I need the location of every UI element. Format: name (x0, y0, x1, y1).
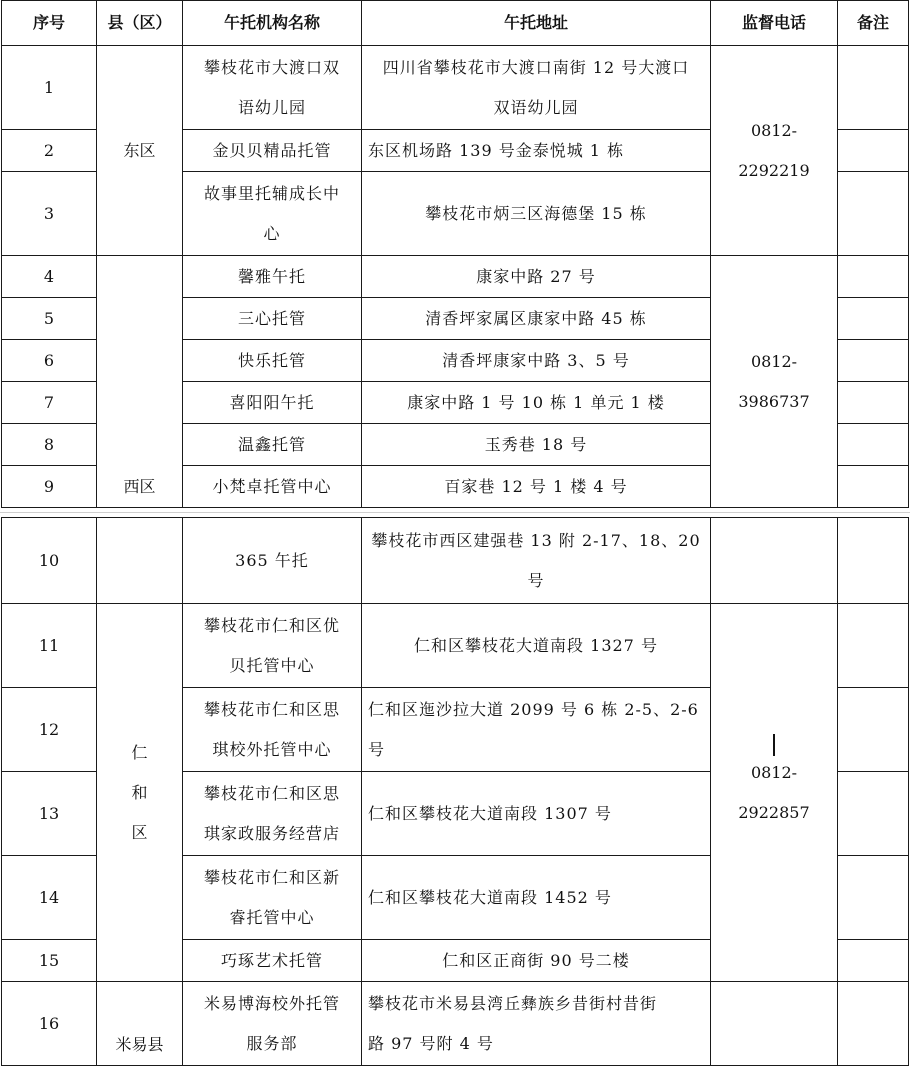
county-cell-renhe: 仁 和 区 (97, 604, 183, 982)
remark-cell (838, 940, 909, 982)
table-row (2, 604, 909, 688)
address-cell: 康家中路 27 号 (362, 256, 711, 298)
header-county: 县（区） (97, 1, 183, 46)
seq-cell: 8 (2, 424, 97, 466)
name-cell: 365 午托 (183, 518, 362, 604)
phone-cell-dongqu: 0812-2292219 (711, 46, 838, 256)
remark-cell (838, 298, 909, 340)
table-header-row (2, 1, 909, 46)
name-cell: 攀枝花市仁和区思 琪校外托管中心 (183, 688, 362, 772)
remark-cell (838, 856, 909, 940)
name-cell: 小梵卓托管中心 (183, 466, 362, 508)
address-cell: 攀枝花市西区建强巷 13 附 2-17、18、20 号 (362, 518, 711, 604)
seq-cell: 2 (2, 130, 97, 172)
address-cell: 仁和区正商街 90 号二楼 (362, 940, 711, 982)
name-cell: 攀枝花市大渡口双 语幼儿园 (183, 46, 362, 130)
remark-cell (838, 340, 909, 382)
county-cell-xiqu: 西区 (97, 256, 183, 508)
remark-cell (838, 688, 909, 772)
seq-cell: 15 (2, 940, 97, 982)
header-phone: 监督电话 (711, 1, 838, 46)
address-cell: 玉秀巷 18 号 (362, 424, 711, 466)
address-cell: 四川省攀枝花市大渡口南街 12 号大渡口 双语幼儿园 (362, 46, 711, 130)
name-cell: 三心托管 (183, 298, 362, 340)
name-cell: 攀枝花市仁和区新 睿托管中心 (183, 856, 362, 940)
name-cell: 金贝贝精品托管 (183, 130, 362, 172)
seq-cell: 5 (2, 298, 97, 340)
header-address: 午托地址 (362, 1, 711, 46)
phone-cell-renhe: 0812-2922857 (711, 604, 838, 982)
address-cell: 仁和区攀枝花大道南段 1452 号 (362, 856, 711, 940)
remark-cell (838, 382, 909, 424)
name-cell: 故事里托辅成长中 心 (183, 172, 362, 256)
seq-cell: 11 (2, 604, 97, 688)
remark-cell (838, 256, 909, 298)
table-row (2, 46, 909, 130)
table-row (2, 256, 909, 298)
address-cell: 东区机场路 139 号金泰悦城 1 栋 (362, 130, 711, 172)
name-cell: 攀枝花市仁和区思 琪家政服务经营店 (183, 772, 362, 856)
address-cell: 仁和区攀枝花大道南段 1327 号 (362, 604, 711, 688)
name-cell: 快乐托管 (183, 340, 362, 382)
remark-cell (838, 772, 909, 856)
seq-cell: 13 (2, 772, 97, 856)
header-seq: 序号 (2, 1, 97, 46)
remark-cell (838, 172, 909, 256)
address-cell: 百家巷 12 号 1 楼 4 号 (362, 466, 711, 508)
address-cell: 攀枝花市米易县湾丘彝族乡昔街村昔街 路 97 号附 4 号 (362, 982, 711, 1066)
remark-cell (838, 46, 909, 130)
county-cell-dongqu: 东区 (97, 46, 183, 256)
seq-cell: 12 (2, 688, 97, 772)
table-row (2, 982, 909, 1066)
remark-cell (838, 604, 909, 688)
remark-cell (838, 424, 909, 466)
header-remark: 备注 (838, 1, 909, 46)
address-cell: 康家中路 1 号 10 栋 1 单元 1 楼 (362, 382, 711, 424)
remark-cell (838, 130, 909, 172)
daycare-table-part-1 (1, 0, 909, 508)
seq-cell: 4 (2, 256, 97, 298)
address-cell: 仁和区攀枝花大道南段 1307 号 (362, 772, 711, 856)
seq-cell: 1 (2, 46, 97, 130)
table-row (2, 518, 909, 604)
remark-cell (838, 466, 909, 508)
phone-cell-xiqu: 0812-3986737 (711, 256, 838, 508)
county-cell-empty (97, 518, 183, 604)
seq-cell: 6 (2, 340, 97, 382)
seq-cell: 3 (2, 172, 97, 256)
address-cell: 仁和区迤沙拉大道 2099 号 6 栋 2-5、2-6 号 (362, 688, 711, 772)
name-cell: 温鑫托管 (183, 424, 362, 466)
remark-cell (838, 982, 909, 1066)
seq-cell: 7 (2, 382, 97, 424)
address-cell: 清香坪家属区康家中路 45 栋 (362, 298, 711, 340)
header-name: 午托机构名称 (183, 1, 362, 46)
phone-cell-empty (711, 518, 838, 604)
page-break-line (0, 512, 910, 513)
address-cell: 攀枝花市炳三区海德堡 15 栋 (362, 172, 711, 256)
name-cell: 巧琢艺术托管 (183, 940, 362, 982)
text-cursor-icon (773, 734, 775, 756)
address-cell: 清香坪康家中路 3、5 号 (362, 340, 711, 382)
name-cell: 攀枝花市仁和区优 贝托管中心 (183, 604, 362, 688)
seq-cell: 16 (2, 982, 97, 1066)
seq-cell: 14 (2, 856, 97, 940)
name-cell: 馨雅午托 (183, 256, 362, 298)
seq-cell: 10 (2, 518, 97, 604)
seq-cell: 9 (2, 466, 97, 508)
name-cell: 米易博海校外托管 服务部 (183, 982, 362, 1066)
remark-cell (838, 518, 909, 604)
phone-cell-empty (711, 982, 838, 1066)
name-cell: 喜阳阳午托 (183, 382, 362, 424)
county-cell-miyi: 米易县 (97, 982, 183, 1066)
daycare-table-part-2 (1, 517, 909, 1066)
